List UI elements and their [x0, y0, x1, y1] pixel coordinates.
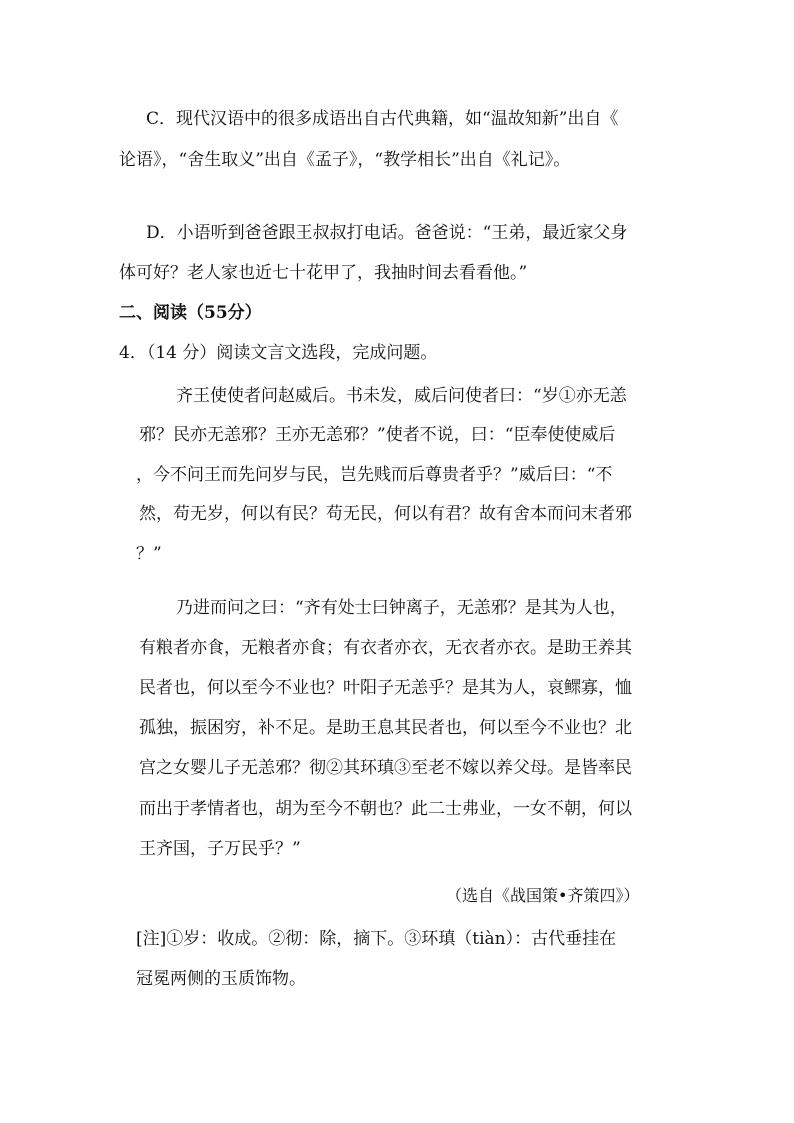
option-d-line-1: D．小语听到爸爸跟王叔叔打电话。爸爸说：“王弟，最近家父身	[146, 223, 628, 243]
passage-line: 齐王使使者问赵威后。书未发，威后问使者曰：“岁①亦无恙	[176, 386, 627, 406]
section-title: 二、阅读（55分）	[119, 303, 262, 323]
notes-line-2: 冠冕两侧的玉质饰物。	[136, 969, 306, 989]
option-d-line-2: 体可好？老人家也近七十花甲了，我抽时间去看看他。”	[119, 263, 528, 283]
passage-source: （选自《战国策•齐策四》）	[446, 886, 640, 905]
passage-line: 孤独，振困穷，补不足。是助王息其民者也，何以至今不业也？北	[139, 718, 632, 738]
option-c-line-1: C．现代汉语中的很多成语出自古代典籍，如“温故知新”出自《	[146, 109, 619, 129]
passage-line: ，今不问王而先问岁与民，岂先贱而后尊贵者乎？”威后曰：“不	[136, 465, 613, 485]
question-4-prompt: 4．（14 分）阅读文言文选段，完成问题。	[119, 343, 438, 363]
passage-line: 有粮者亦食，无粮者亦食；有衣者亦衣，无衣者亦衣。是助王养其	[139, 638, 632, 658]
passage-line: 邪？民亦无恙邪？王亦无恙邪？”使者不说，曰：“臣奉使使威后	[139, 425, 616, 445]
passage-line: 王齐国，子万民乎？”	[139, 839, 301, 859]
passage-line: ？”	[136, 544, 162, 564]
notes-line-1: [注]①岁：收成。②彻：除，摘下。③环瑱（tiàn）：古代垂挂在	[136, 929, 617, 949]
passage-line: 而出于孝情者也，胡为至今不朝也？此二士弗业，一女不朝，何以	[139, 799, 632, 819]
passage-line: 乃进而问之曰：“齐有处士曰钟离子，无恙邪？是其为人也，	[176, 598, 627, 618]
passage-line: 然，苟无岁，何以有民？苟无民，何以有君？故有舍本而问末者邪	[139, 504, 632, 524]
passage-line: 民者也，何以至今不业也？叶阳子无恙乎？是其为人，哀鳏寡，恤	[139, 678, 632, 698]
passage-line: 宫之女婴儿子无恙邪？彻②其环瑱③至老不嫁以养父母。是皆率民	[139, 758, 632, 778]
option-c-line-2: 论语》，“舍生取义”出自《孟子》，“教学相长”出自《礼记》。	[119, 150, 571, 170]
